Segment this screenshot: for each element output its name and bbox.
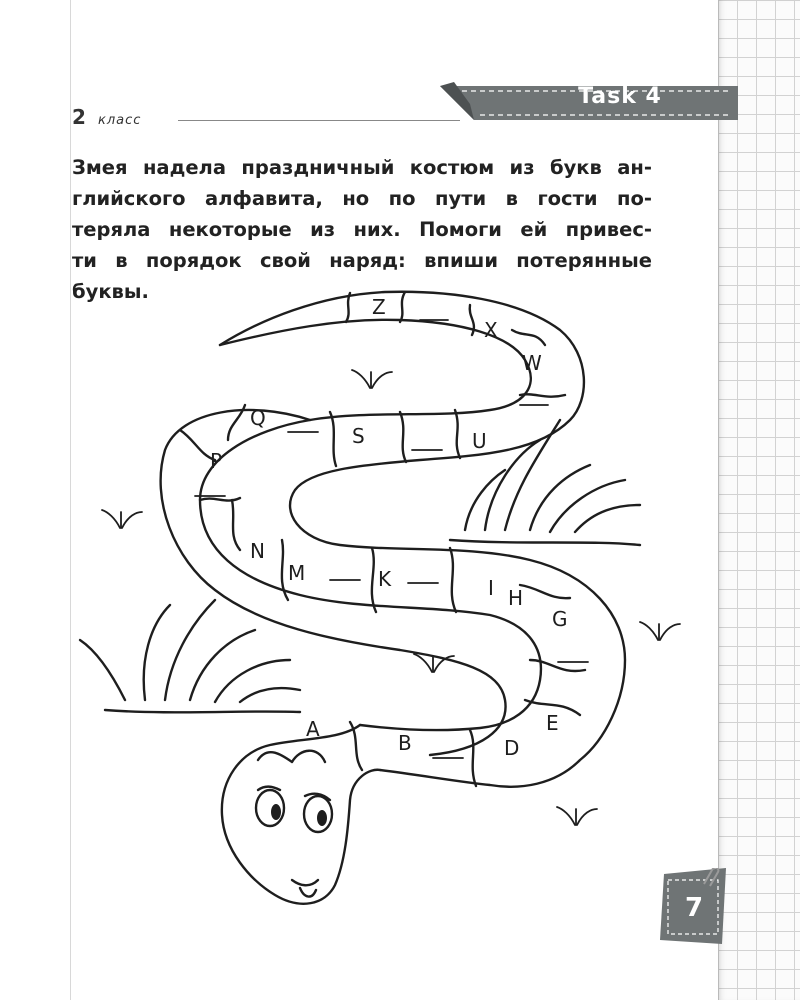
snake-letter: W <box>522 351 542 375</box>
snake-letter: N <box>250 539 265 563</box>
snake-letter: Q <box>250 406 266 430</box>
grade-word: класс <box>97 113 142 128</box>
instruction-line: теряла некоторые из них. Помоги ей привес- <box>72 218 652 241</box>
segment-divider <box>470 730 476 786</box>
segment-divider <box>450 548 456 612</box>
snake-letter: X <box>484 318 498 342</box>
snake-letter: P <box>210 449 223 473</box>
snake-letter: D <box>504 736 520 760</box>
snake-letter: M <box>288 561 306 585</box>
snake-letter: K <box>378 567 392 591</box>
segment-divider <box>455 410 460 458</box>
snake-head <box>258 751 325 762</box>
grid-paper-margin <box>718 0 800 1000</box>
segment-divider <box>232 500 240 550</box>
segment-divider <box>200 498 240 501</box>
page-number: 7 <box>684 893 704 923</box>
snake-letter: S <box>352 424 365 448</box>
segment-divider <box>400 412 406 462</box>
task-label: Task 4 <box>578 84 662 109</box>
instruction-line: ти в порядок свой наряд: впиши потерянные <box>72 249 652 272</box>
snake-letter: U <box>472 429 487 453</box>
segment-divider <box>400 292 405 322</box>
segment-divider <box>520 394 565 396</box>
snake-letter: B <box>398 731 412 755</box>
snake-letter: Z <box>372 295 386 319</box>
grass-clump-left <box>80 600 300 712</box>
segment-divider <box>520 585 570 598</box>
snake-letter: H <box>508 586 524 610</box>
instruction-line: буквы. <box>72 280 149 303</box>
segment-divider <box>372 548 376 612</box>
segment-divider <box>330 412 336 466</box>
snake-letter: I <box>488 576 494 600</box>
grade-number: 2 <box>72 105 86 129</box>
snake-letter: A <box>306 717 320 741</box>
segment-divider <box>470 305 474 335</box>
instruction-line: Змея надела праздничный костюм из букв ан- <box>72 156 652 179</box>
snake-letter: G <box>552 607 568 631</box>
snake-letter: E <box>546 711 559 735</box>
segment-divider <box>512 330 545 345</box>
snake-mouth <box>292 880 318 885</box>
instruction-line: глийского алфавита, но по пути в гости по- <box>72 187 652 210</box>
